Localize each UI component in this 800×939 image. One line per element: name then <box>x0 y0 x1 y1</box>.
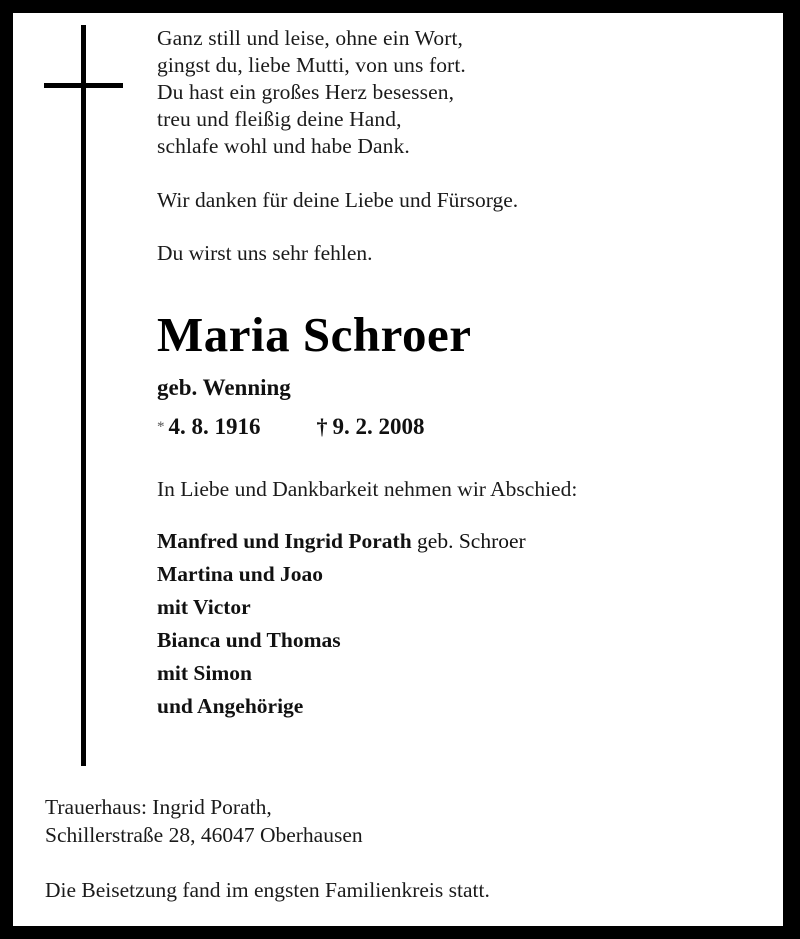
mourner-name: mit Simon <box>157 661 252 685</box>
poem-line: schlafe wohl und habe Dank. <box>157 134 410 158</box>
list-item <box>157 657 763 690</box>
list-item <box>157 525 763 558</box>
mourner-name: und Angehörige <box>157 694 304 718</box>
mourning-house-line: Trauerhaus: Ingrid Porath, <box>45 795 272 819</box>
list-item <box>157 558 763 591</box>
burial-note: Die Beisetzung fand im engsten Familienkreis statt. <box>45 878 490 902</box>
mourning-house-address <box>45 793 763 849</box>
birth-date-group <box>157 414 261 439</box>
poem-line: gingst du, liebe Mutti, von uns fort. <box>157 53 466 77</box>
mourner-name: mit Victor <box>157 595 251 619</box>
cross-horizontal-bar <box>44 83 123 88</box>
death-date-group <box>317 414 425 439</box>
memorial-poem <box>157 25 763 160</box>
notice-paper <box>13 13 783 926</box>
mourners-list <box>157 525 763 723</box>
mourner-name: Manfred und Ingrid Porath <box>157 529 412 553</box>
poem-line: treu und fleißig deine Hand, <box>157 107 402 131</box>
death-date: 9. 2. 2008 <box>332 414 425 439</box>
thanks-text: Wir danken für deine Liebe und Fürsorge. <box>157 188 519 212</box>
deceased-maiden-name: geb. Wenning <box>157 375 291 400</box>
notice-content <box>157 25 763 723</box>
poem-line: Du hast ein großes Herz besessen, <box>157 80 455 104</box>
birth-date: 4. 8. 1916 <box>168 414 261 439</box>
mourner-name: Bianca und Thomas <box>157 628 341 652</box>
life-dates <box>157 412 763 442</box>
death-dagger-icon: † <box>316 414 328 439</box>
mourner-suffix: geb. Schroer <box>411 529 526 553</box>
christian-cross-icon <box>13 13 143 783</box>
notice-footer <box>45 793 763 904</box>
miss-text: Du wirst uns sehr fehlen. <box>157 241 373 265</box>
poem-line: Ganz still und leise, ohne ein Wort, <box>157 26 463 50</box>
mourner-name: Martina und Joao <box>157 562 324 586</box>
farewell-intro: In Liebe und Dankbarkeit nehmen wir Abschied: <box>157 477 578 501</box>
birth-star-icon: * <box>157 419 165 435</box>
mourning-house-line: Schillerstraße 28, 46047 Oberhausen <box>45 823 363 847</box>
deceased-name: Maria Schroer <box>157 307 472 362</box>
list-item <box>157 591 763 624</box>
cross-vertical-bar <box>81 25 86 766</box>
list-item <box>157 624 763 657</box>
list-item <box>157 690 763 723</box>
